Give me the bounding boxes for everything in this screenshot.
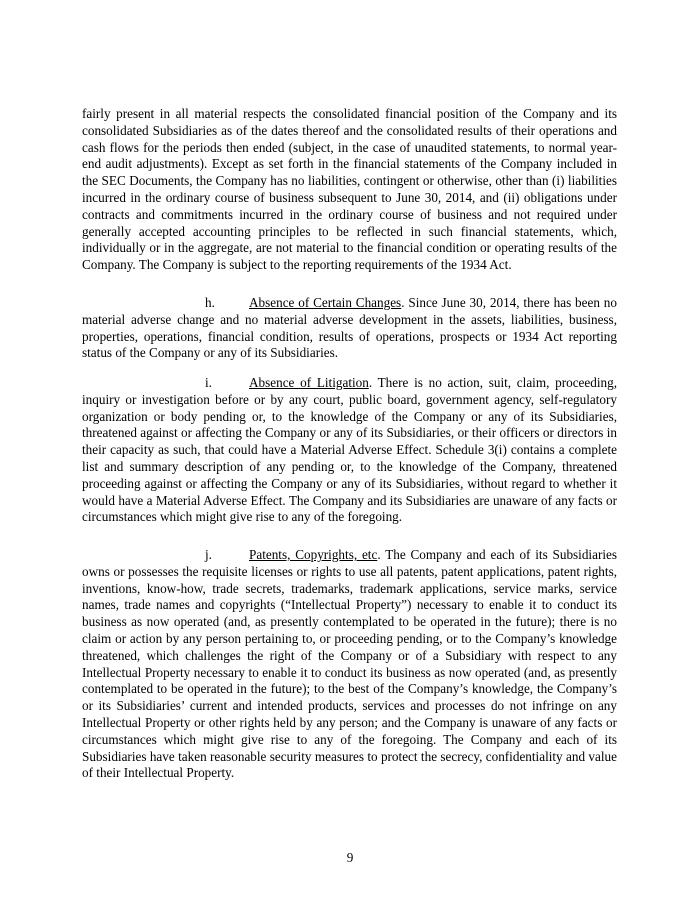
- section-text-h: . Since June 30, 2014, there has been no material adverse change and no material adverse development in the assets, liabilities, business, properties, operations, financial condition, results of operations, prospects or 1934 Act reporting status of the Company or any of its Subsidiaries.: [82, 295, 617, 361]
- paragraph-i: [82, 375, 617, 526]
- page-number: 9: [346, 850, 354, 865]
- section-text-j: . The Company and each of its Subsidiaries owns or possesses the requisite licenses or rights to use all patents, patent applications, patent rights, inventions, know-how, trade secrets, trademarks, trademark applications, service marks, service names, trade names and copyrights (“Intellectual Property”) necessary to enable it to conduct its business as now operated (and, as presently contemplated to be operated in the future); there is no claim or action by any person pertaining to, or proceeding pending, or to the Company’s knowledge threatened, which challenges the right of the Company or of a Subsidiary with respect to any Intellectual Property necessary to enable it to conduct its business as now operated (and, as presently contemplated to be operated in the future); to the best of the Company’s knowledge, the Company’s or its Subsidiaries’ current and intended products, services and processes do not infringe on any Intellectual Property or other rights held by any person; and the Company is unaware of any facts or circumstances which might give rise to any of the foregoing. The Company and each of its Subsidiaries have taken reasonable security measures to protect the secrecy, confidentiality and value of their Intellectual Property.: [82, 547, 617, 781]
- paragraph-h: [82, 295, 617, 362]
- section-letter-h: h.: [205, 295, 215, 310]
- section-heading-i: Absence of Litigation: [249, 375, 369, 390]
- section-heading-j: Patents, Copyrights, etc: [249, 547, 378, 562]
- section-heading-h: Absence of Certain Changes: [249, 295, 402, 310]
- section-text-i: . There is no action, suit, claim, proceeding, inquiry or investigation before or by any court, public board, government agency, self-regulatory organization or body pending or, to the knowledge of the Company or any of its Subsidiaries, threatened against or affecting the Company or any of its Subsidiaries, or their officers or directors in their capacity as such, that could have a Material Adverse Effect. Schedule 3(i) contains a complete list and summary description of any pending or, to the knowledge of the Company, threatened proceeding against or affecting the Company or any of its Subsidiaries, without regard to whether it would have a Material Adverse Effect. The Company and its Subsidiaries are unaware of any facts or circumstances which might give rise to any of the foregoing.: [82, 375, 617, 525]
- section-letter-i: i.: [205, 375, 212, 390]
- paragraph-g-continuation: fairly present in all material respects the consolidated financial position of the Company and its consolidated Subsidiaries as of the dates thereof and the consolidated results of their operations and cash flows for the periods then ended (subject, in the case of unaudited statements, to normal year-end audit adjustments). Except as set forth in the financial statements of the Company included in the SEC Documents, the Company has no liabilities, contingent or otherwise, other than (i) liabilities incurred in the ordinary course of business subsequent to June 30, 2014, and (ii) obligations under contracts and commitments incurred in the ordinary course of business and not required under generally accepted accounting principles to be reflected in such financial statements, which, individually or in the aggregate, are not material to the financial condition or operating results of the Company. The Company is subject to the reporting requirements of the 1934 Act.: [82, 106, 617, 273]
- paragraph-j: [82, 547, 617, 782]
- section-letter-j: j.: [205, 547, 212, 562]
